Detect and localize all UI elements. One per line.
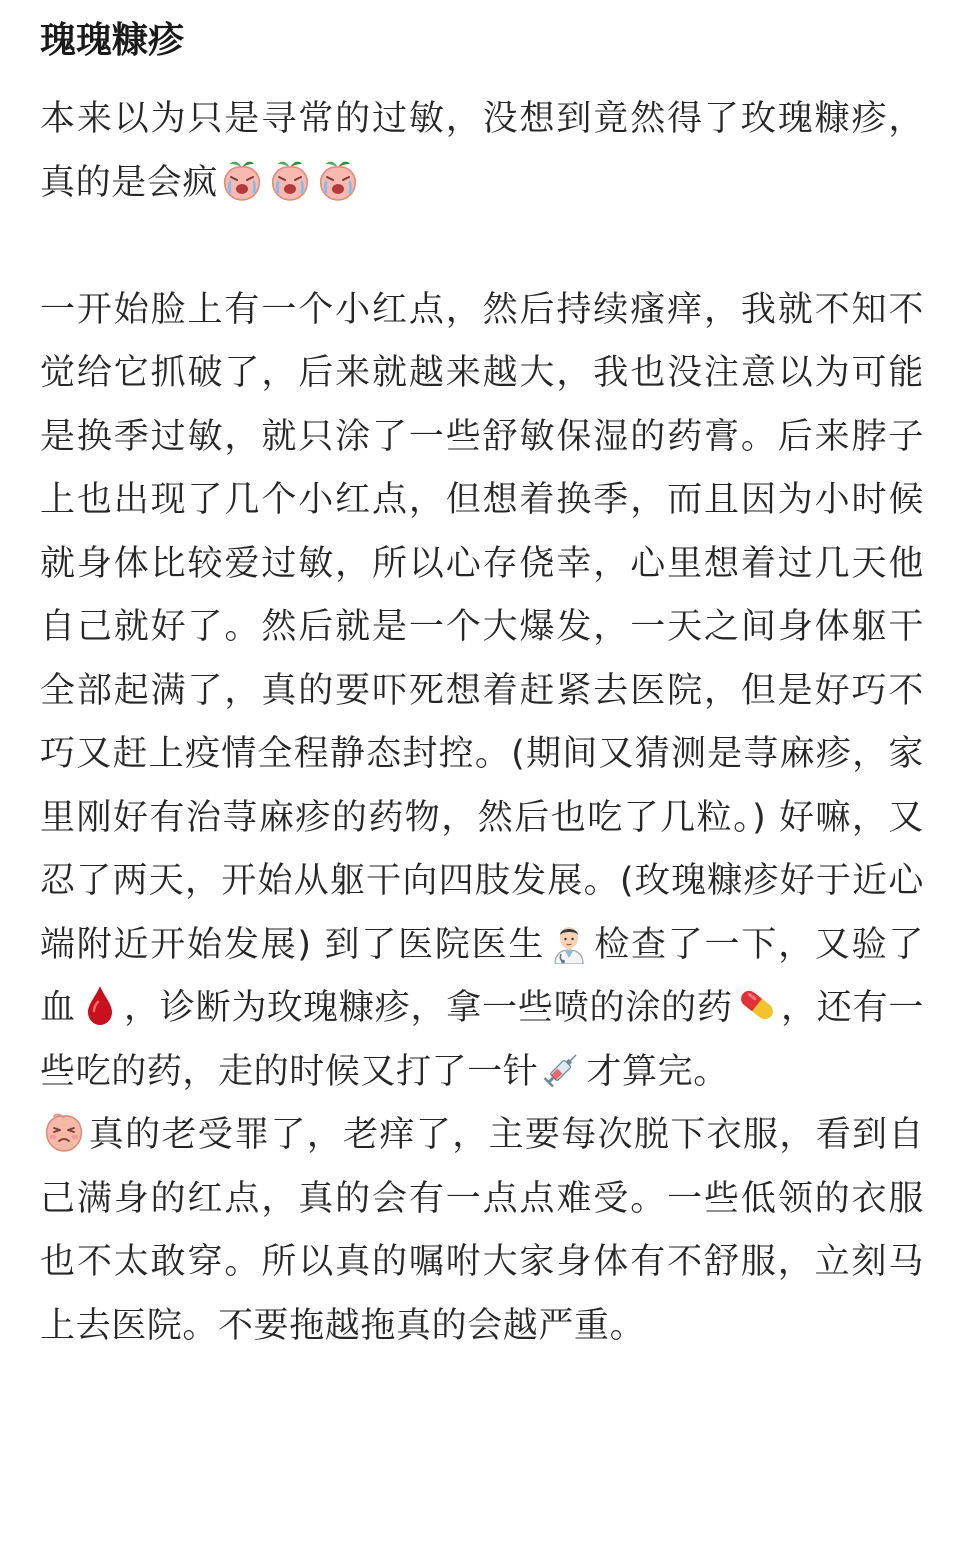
story-text-1: 一开始脸上有一个小红点，然后持续瘙痒，我就不知不觉给它抓破了，后来就越来越大，我也没注意以为可能是换季过敏，就只涂了一些舒敏保湿的药膏。后来脖子上也出现了几个小红点，但想着换季，而且因为小时候就身体比较爱过敏，所以心存侥幸，心里想着过几天他自己就好了。然后就是一个大爆发，一天之间身体躯干全部起满了，真的要吓死想着赶紧去医院，但是好巧不巧又赶上疫情全程静态封控。(期间又猜测是荨麻疹，家里刚好有治荨麻疹的药物，然后也吃了几粒。) 好嘛，又忍了两天，开始从躯干向四肢发展。(玫瑰糠疹好于近心端附近开始发展) 到了医院医生: [40, 289, 924, 965]
story-text-4: ，还有一些吃的药，走的时候又打了一针: [40, 988, 924, 1092]
intro-paragraph: [40, 88, 924, 215]
crying-peach-icon: [316, 158, 360, 202]
post-body: [40, 88, 924, 1358]
story-text-3: ，诊断为玫瑰糠疹，拿一些喷的涂的药: [123, 988, 733, 1028]
crying-peach-icon: [220, 158, 264, 202]
crying-peach-icon: [268, 158, 312, 202]
post: [40, 0, 924, 1358]
doctor-icon: [547, 920, 591, 964]
blood-drop-icon: [78, 983, 122, 1027]
pill-icon: [735, 983, 779, 1027]
closing-text: 真的老受罪了，老痒了，主要每次脱下衣服，看到自己满身的红点，真的会有一点点难受。一些低领的衣服也不太敢穿。所以真的嘱咐大家身体有不舒服，立刻马上去医院。不要拖越拖真的会越严重。: [40, 1115, 924, 1346]
syringe-icon: [540, 1047, 584, 1091]
closing-paragraph: [40, 1104, 924, 1358]
sad-peach-icon: [42, 1110, 86, 1154]
intro-text: 本来以为只是寻常的过敏，没想到竟然得了玫瑰糠疹，真的是会疯: [40, 99, 924, 203]
story-text-2: 检查了一下，又验了血: [40, 924, 924, 1028]
story-paragraph: [40, 279, 924, 1105]
story-text-5: 才算完。: [586, 1051, 729, 1092]
post-title: 瑰瑰糠疹: [40, 20, 185, 61]
